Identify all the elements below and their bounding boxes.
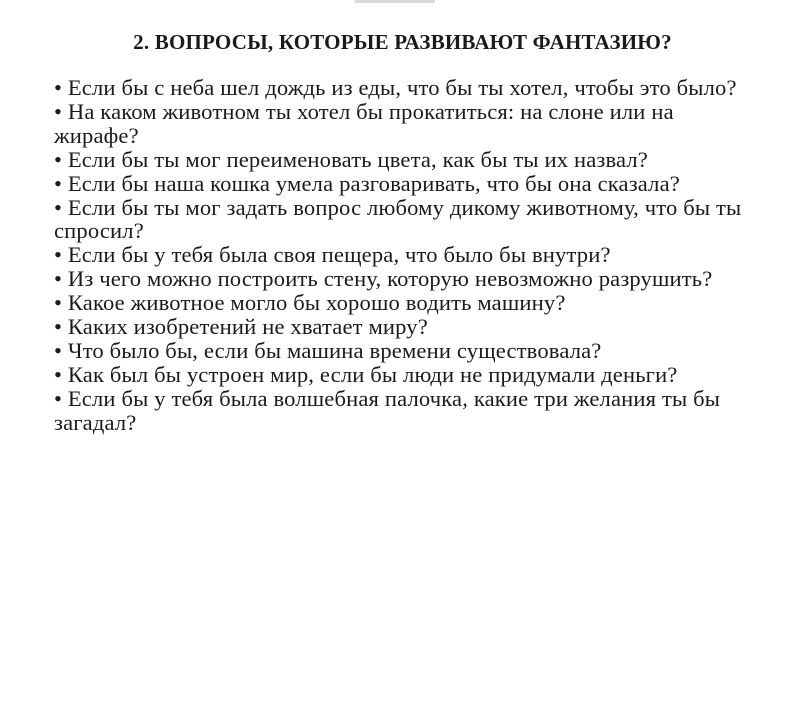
question-item: • Если бы у тебя была своя пещера, что было бы внутри? <box>54 243 754 267</box>
question-list <box>54 76 754 435</box>
question-item: • Если бы наша кошка умела разговаривать, что бы она сказала? <box>54 172 754 196</box>
question-item: • Каких изобретений не хватает миру? <box>54 315 754 339</box>
question-item: • Какое животное могло бы хорошо водить машину? <box>54 291 754 315</box>
question-item: • На каком животном ты хотел бы прокатиться: на слоне или на жирафе? <box>54 100 754 148</box>
question-item: • Если бы ты мог переименовать цвета, как бы ты их назвал? <box>54 148 754 172</box>
section-heading: 2. ВОПРОСЫ, КОТОРЫЕ РАЗВИВАЮТ ФАНТАЗИЮ? <box>133 30 672 54</box>
question-item: • Если бы с неба шел дождь из еды, что бы ты хотел, чтобы это было? <box>54 76 754 100</box>
question-item: • Из чего можно построить стену, которую невозможно разрушить? <box>54 267 754 291</box>
question-item: • Как был бы устроен мир, если бы люди не придумали деньги? <box>54 363 754 387</box>
question-item: • Что было бы, если бы машина времени существовала? <box>54 339 754 363</box>
question-item: • Если бы у тебя была волшебная палочка, какие три желания ты бы загадал? <box>54 387 754 435</box>
question-item: • Если бы ты мог задать вопрос любому дикому животному, что бы ты спросил? <box>54 196 754 244</box>
top-decoration <box>355 0 435 3</box>
